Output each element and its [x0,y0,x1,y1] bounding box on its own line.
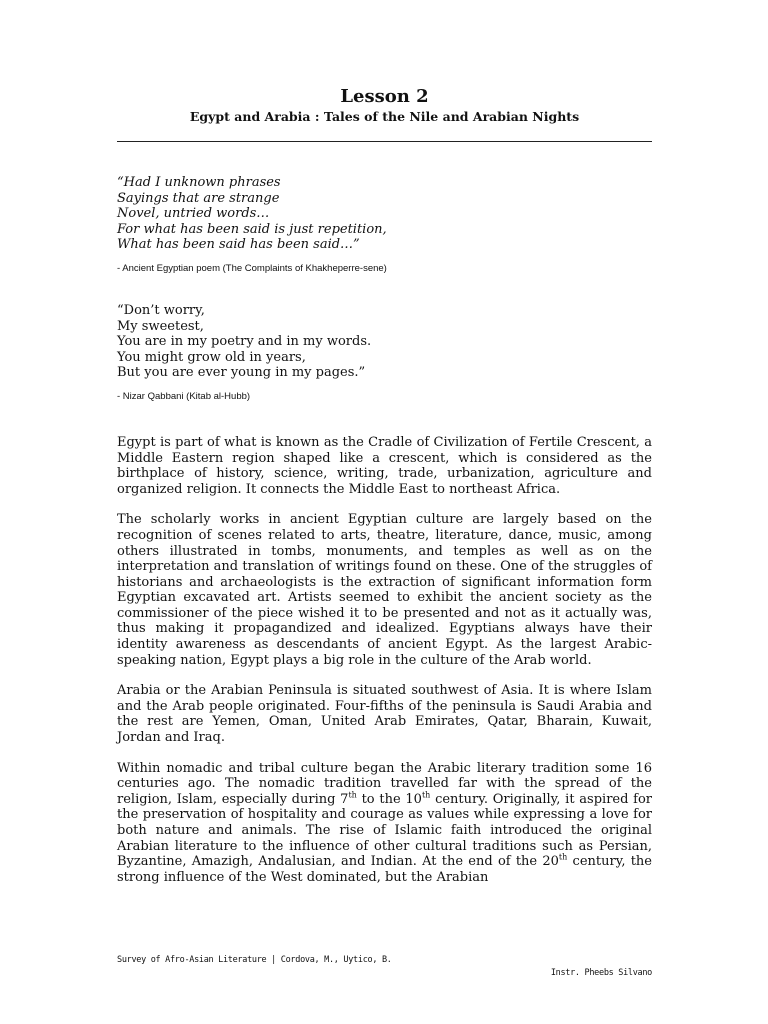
poem-line: You might grow old in years, [117,349,306,365]
paragraph-egypt-crescent: Egypt is part of what is known as the Cradle of Civilization of Fertile Crescent, a Middle Eastern region shaped like a crescent, which is considered as the birthplace of history, science, writing, trade, urbanization, agriculture and organized religion. It connects the Middle East to northeast Africa. [117,434,652,497]
paragraph-text: century, the strong influence of the West dominated, but the Arabian [117,854,652,885]
poem-line: “Had I unknown phrases [117,175,281,190]
poem-egyptian-attribution: - Ancient Egyptian poem (The Complaints of Khakheperre-sene) [117,262,387,274]
poem-line: My sweetest, [117,318,204,334]
poem-line: For what has been said is just repetition, [117,221,387,237]
footer-instructor: Instr. Pheebs Silvano [550,968,652,978]
lesson-title: Lesson 2 [340,86,429,107]
poem-qabbani [117,303,652,381]
superscript: th [558,852,568,862]
paragraph-egyptian-scholarship: The scholarly works in ancient Egyptian culture are largely based on the recognition of scenes related to arts, theatre, literature, dance, music, among others illustrated in tombs, monuments, and temples as well as on the interpretation and translation of writings found on these. One of the struggles of historians and archaeologists is the extraction of significant information form Egyptian excavated art. Artists seemed to exhibit the ancient society as the commissioner of the piece wished it to be presented and not as it actually was, thus making it propagandized and idealized. Egyptians always have their identity awareness as descendants of ancient Egypt. As the largest Arabic-speaking nation, Egypt plays a big role in the culture of the Arab world. [117,512,652,668]
paragraph-arabian-peninsula: Arabia or the Arabian Peninsula is situated southwest of Asia. It is where Islam and the Arab people originated. Four-fifths of the peninsula is Saudi Arabia and the rest are Yemen, Oman, United Arab Emirates, Qatar, Bharain, Kuwait, Jordan and Iraq. [117,683,652,746]
poem-line: What has been said has been said…” [117,237,360,253]
poem-line: But you are ever young in my pages.” [117,365,366,381]
superscript: th [421,790,431,800]
header-divider [117,141,652,142]
footer-course-authors: Survey of Afro-Asian Literature | Cordova, M., Uytico, B. [117,955,392,965]
document-page [117,86,652,885]
paragraph-text: Within nomadic and tribal culture began the Arabic literary tradition some 16 centuries ago. The nomadic tradition travelled far with the spread of the religion, Islam, especially during 7 [117,760,652,807]
poem-line: Sayings that are strange [117,190,280,206]
poem-egyptian [117,175,652,253]
paragraph-arabic-literary-tradition [117,761,652,886]
superscript: th [348,790,357,800]
paragraph-text: to the 10 [356,791,422,807]
poem-qabbani-attribution: - Nizar Qabbani (Kitab al-Hubb) [117,390,251,402]
lesson-subtitle: Egypt and Arabia : Tales of the Nile and Arabian Nights [189,109,580,124]
paragraph-text: century. Originally, it aspired for the preservation of hospitality and courage as values while expressing a love for both nature and animals. The rise of Islamic faith introduced the original Arabian literature to the influence of other cultural traditions such as Persian, Byzantine, Amazigh, Andalusian, and Indian. At the end of the 20 [117,791,653,870]
poem-line: “Don’t worry, [117,302,205,318]
poem-line: Novel, untried words… [117,206,270,222]
poem-line: You are in my poetry and in my words. [117,334,372,350]
